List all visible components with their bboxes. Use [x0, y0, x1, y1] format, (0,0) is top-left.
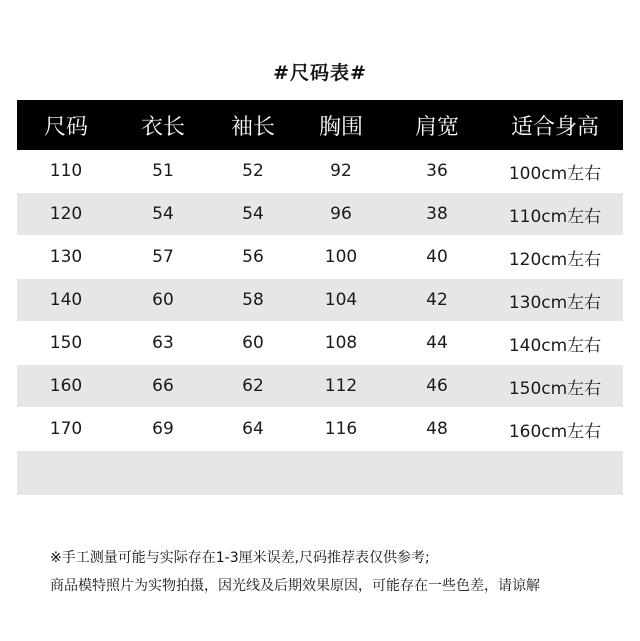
- header-cell-height: 适合身高: [510, 114, 599, 140]
- header-cell-chest: 胸围: [318, 114, 363, 140]
- size-chart-table: [17, 100, 623, 496]
- cell-length: 69: [152, 419, 174, 439]
- table-row: [17, 150, 623, 192]
- cell-sleeve: 62: [242, 376, 264, 396]
- table-empty-row: [17, 451, 623, 495]
- cell-height: 120cm左右: [508, 249, 602, 270]
- cell-shoulder: 42: [426, 290, 448, 310]
- cell-chest: 96: [330, 204, 352, 224]
- cell-size: 170: [49, 419, 83, 439]
- cell-height: 100cm左右: [508, 163, 602, 184]
- table-row: [17, 193, 623, 235]
- cell-size: 160: [49, 376, 83, 396]
- cell-shoulder: 48: [426, 419, 448, 439]
- table-row: [17, 236, 623, 278]
- cell-size: 140: [49, 290, 83, 310]
- cell-height: 110cm左右: [508, 206, 602, 227]
- header-cell-length: 衣长: [140, 114, 185, 140]
- table-row: [17, 322, 623, 364]
- cell-chest: 92: [330, 161, 352, 181]
- cell-size: 150: [49, 333, 83, 353]
- header-cell-size: 尺码: [43, 114, 88, 140]
- note-line-2: 商品模特照片为实物拍摄，因光线及后期效果原因，可能存在一些色差，请谅解: [50, 578, 540, 594]
- cell-chest: 112: [324, 376, 358, 396]
- cell-chest: 108: [324, 333, 358, 353]
- cell-length: 63: [152, 333, 174, 353]
- cell-shoulder: 44: [426, 333, 448, 353]
- cell-shoulder: 36: [426, 161, 448, 181]
- table-row: [17, 408, 623, 450]
- cell-length: 54: [152, 204, 174, 224]
- table-header-row: [17, 100, 623, 150]
- cell-height: 150cm左右: [508, 378, 602, 399]
- header-cell-shoulder: 肩宽: [414, 114, 459, 140]
- cell-height: 160cm左右: [508, 421, 602, 442]
- cell-height: 130cm左右: [508, 292, 602, 313]
- cell-length: 66: [152, 376, 174, 396]
- cell-sleeve: 64: [242, 419, 264, 439]
- cell-sleeve: 52: [242, 161, 264, 181]
- notes: [50, 544, 620, 600]
- cell-shoulder: 46: [426, 376, 448, 396]
- cell-length: 51: [152, 161, 174, 181]
- cell-size: 130: [49, 247, 83, 267]
- cell-sleeve: 60: [242, 333, 264, 353]
- cell-size: 120: [49, 204, 83, 224]
- cell-chest: 104: [324, 290, 358, 310]
- cell-sleeve: 56: [242, 247, 264, 267]
- table-body: [17, 150, 623, 450]
- header-cell-sleeve: 袖长: [230, 114, 275, 140]
- table-row: [17, 365, 623, 407]
- cell-sleeve: 58: [242, 290, 264, 310]
- table-row: [17, 279, 623, 321]
- cell-sleeve: 54: [242, 204, 264, 224]
- cell-height: 140cm左右: [508, 335, 602, 356]
- cell-chest: 116: [324, 419, 358, 439]
- cell-shoulder: 40: [426, 247, 448, 267]
- cell-chest: 100: [324, 247, 358, 267]
- cell-length: 60: [152, 290, 174, 310]
- page-title: #尺码表#: [273, 62, 367, 84]
- cell-length: 57: [152, 247, 174, 267]
- cell-size: 110: [49, 161, 83, 181]
- cell-shoulder: 38: [426, 204, 448, 224]
- note-line-1: ※手工测量可能与实际存在1-3厘米误差,尺码推荐表仅供参考;: [50, 550, 430, 566]
